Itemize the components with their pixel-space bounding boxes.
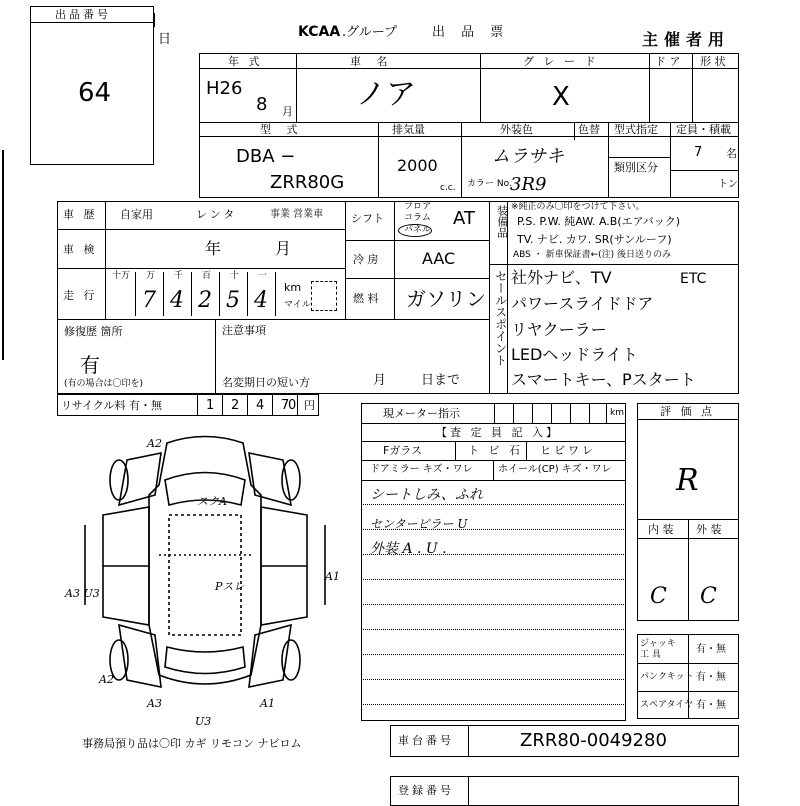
inspector-note-1: シートしみ、ふれ	[370, 487, 483, 503]
interior-grade: C	[650, 584, 667, 609]
model-label: 型 式	[260, 123, 304, 136]
lot-number: 64	[78, 78, 112, 108]
copy-label: 主催者用	[642, 30, 731, 49]
sales-point-2: パワースライドドア	[511, 294, 654, 313]
shift-panel: パネル	[404, 225, 432, 235]
digit-label-10k: 万	[146, 271, 156, 281]
grade-label: グ レ ー ド	[523, 55, 599, 68]
mark-a2-bottom: A2	[99, 673, 114, 686]
right-front-panel	[249, 453, 291, 505]
registration-label: 登録番号	[398, 784, 454, 797]
inspector-note-3: 外装 A . U .	[370, 541, 447, 557]
mark-a3-left: A3 U3	[65, 587, 100, 600]
color-code-label: カラー No.	[467, 179, 512, 189]
mileage-checkbox	[311, 281, 337, 311]
expiry-label: 名変期日の短い方	[222, 376, 310, 389]
sheet-title: 出 品 票	[432, 25, 510, 40]
mileage-digit-5: 4	[254, 288, 268, 313]
inspection-month-unit: 月	[275, 239, 292, 258]
equipment-line3: ABS ・ 新車保証書←(注) 後日送りのみ	[513, 250, 672, 260]
mileage-digit-4: 5	[226, 288, 240, 313]
equipment-line2: TV. ナビ. カワ. SR(サンルーフ)	[517, 233, 672, 246]
recycle-label: リサイクル料 有・無	[61, 399, 162, 412]
left-front-panel	[119, 453, 161, 505]
inspector-note-2: センターピラー U	[370, 517, 468, 531]
recycle-digit-1: 1	[206, 398, 215, 413]
digit-label-1k: 千	[174, 271, 184, 281]
car-name-label: 車 名	[350, 55, 394, 68]
equipment-label: 装備品	[495, 205, 509, 238]
mark-a2-top: A2	[147, 437, 162, 450]
day-mark: 日	[158, 32, 172, 47]
tool-puncture-choice: 有・無	[696, 672, 726, 683]
sales-point-etc: ETC	[680, 271, 707, 287]
sales-point-1: 社外ナビ、TV	[511, 268, 612, 287]
lot-number-label: 出品番号	[55, 8, 111, 21]
capacity-unit: 名	[726, 147, 737, 160]
capacity-value: 7	[694, 145, 703, 160]
roof	[169, 515, 241, 635]
shift-label: シフト	[351, 212, 384, 225]
digit-label-100k: 十万	[112, 271, 131, 281]
shift-column: コラム	[404, 213, 431, 223]
color-label: 外装色	[500, 123, 533, 136]
meter-label: 現メーター指示	[383, 407, 460, 420]
displacement-value: 2000	[397, 156, 438, 175]
digit-label-1: 一	[258, 271, 268, 281]
sales-point-5: スマートキー、Pスタート	[511, 370, 696, 389]
front-left-wheel	[110, 460, 128, 500]
glass-label: Fガラス	[383, 444, 422, 457]
mileage-unit-mile: マイル	[284, 300, 311, 310]
history-private: 自家用	[120, 208, 153, 221]
year-label: 年 式	[228, 55, 263, 68]
month-unit: 月	[282, 105, 293, 118]
inspection-year-unit: 年	[205, 239, 222, 258]
tool-spare-choice: 有・無	[696, 700, 726, 711]
sales-point-4: LEDヘッドライト	[511, 345, 638, 364]
history-business: 事業 営業車	[270, 209, 324, 220]
fuel-value: ガソリン	[406, 287, 486, 311]
repaint-label: 色替	[578, 123, 600, 136]
repair-note: (有の場合は〇印を)	[64, 379, 144, 389]
month-value: 8	[256, 94, 268, 115]
history-label: 車 歴	[63, 208, 98, 221]
year-value: H26	[206, 78, 243, 99]
tool-jack-choice: 有・無	[696, 644, 726, 655]
rating-label: 評 価 点	[660, 405, 715, 418]
model-value: ZRR80G	[270, 172, 345, 193]
exterior-grade: C	[700, 584, 717, 609]
displacement-unit: c.c.	[440, 183, 456, 193]
rating-score: R	[676, 463, 699, 498]
mileage-digit-1: 7	[142, 288, 156, 313]
crack-label: ヒビワレ	[540, 444, 596, 457]
ac-value: AAC	[422, 249, 456, 268]
category-label: 類別区分	[614, 161, 658, 174]
rear-window	[165, 647, 245, 674]
caution-label: 注意事項	[222, 324, 266, 337]
displacement-label: 排気量	[392, 123, 425, 136]
mark-scratch: スクA	[197, 495, 227, 508]
equipment-note: ※純正のみ〇印をつけて下さい。	[511, 202, 645, 212]
shape-label: 形 状	[700, 55, 726, 68]
mark-a3-bottom: A3	[147, 697, 162, 710]
shift-circle	[398, 224, 432, 237]
mark-u3-bottom: U3	[195, 715, 212, 725]
digit-label-10: 十	[230, 271, 240, 281]
recycle-unit: 円	[304, 399, 315, 412]
mark-p-scratch: Pスレ	[215, 580, 245, 593]
meter-unit: km	[610, 408, 624, 418]
inspector-title: 【査 定 員 記 入】	[436, 426, 560, 439]
chip-label: ト ビ 石	[468, 444, 523, 457]
history-rental: レンタ	[196, 208, 238, 221]
color-value: ムラサキ	[492, 146, 564, 167]
type-designation-label: 型式指定	[614, 123, 658, 136]
front-right-wheel	[282, 460, 300, 500]
mirror-label: ドアミラー キズ・ワレ	[370, 464, 473, 475]
fuel-label: 燃 料	[353, 292, 379, 305]
capacity-label: 定員・積載	[676, 123, 731, 136]
digit-label-100: 百	[202, 271, 212, 281]
tool-spare-label: スペアタイヤ	[640, 700, 694, 710]
mileage-digit-2: 4	[170, 288, 184, 313]
load-unit: トン	[718, 179, 738, 190]
repair-label: 修復歴 箇所	[64, 325, 123, 338]
color-code: 3R9	[510, 174, 547, 195]
tool-jack-label: ジャッキ 工 具	[640, 639, 676, 660]
interior-label: 内 装	[648, 523, 674, 536]
shift-value: AT	[453, 208, 475, 229]
expiry-day: 日まで	[421, 373, 461, 388]
repair-value: 有	[80, 353, 100, 377]
exterior-label: 外 装	[696, 523, 722, 536]
expiry-month: 月	[373, 373, 387, 388]
brand-sub: .グループ	[342, 25, 398, 40]
car-diagram	[55, 425, 355, 725]
sales-point-label: セールスポイント	[493, 270, 508, 366]
mileage-label: 走 行	[63, 289, 98, 302]
mileage-digit-3: 2	[198, 288, 212, 313]
car-name: ノア	[356, 77, 416, 112]
recycle-digit-3: 4	[256, 398, 265, 413]
recycle-digit-4: 7	[281, 398, 290, 413]
wheel-label: ホイール(CP) キズ・ワレ	[498, 464, 612, 475]
tool-puncture-label: パンクキット	[640, 672, 694, 682]
office-note: 事務局預り品は〇印 カギ リモコン ナビロム	[82, 737, 302, 750]
mark-a1-right: A1	[325, 570, 340, 583]
door-label: ド ア	[655, 55, 681, 68]
car-body-outline	[149, 437, 261, 685]
rear-right-wheel	[282, 640, 300, 680]
chassis-label: 車台番号	[398, 734, 454, 747]
recycle-digit-2: 2	[231, 398, 240, 413]
grade-value: X	[552, 82, 570, 112]
mark-a1-bottom: A1	[260, 697, 275, 710]
shift-floor: フロア	[404, 202, 432, 212]
model-prefix: DBA −	[236, 146, 296, 167]
equipment-line1: P.S. P.W. 純AW. A.B(エアバック)	[517, 215, 681, 228]
sales-point-3: リヤクーラー	[511, 320, 607, 339]
ac-label: 冷 房	[353, 253, 379, 266]
mileage-unit-km: km	[284, 281, 302, 294]
inspection-label: 車 検	[63, 243, 98, 256]
brand-logo: KCAA	[298, 24, 341, 40]
chassis-number: ZRR80-0049280	[520, 730, 667, 751]
